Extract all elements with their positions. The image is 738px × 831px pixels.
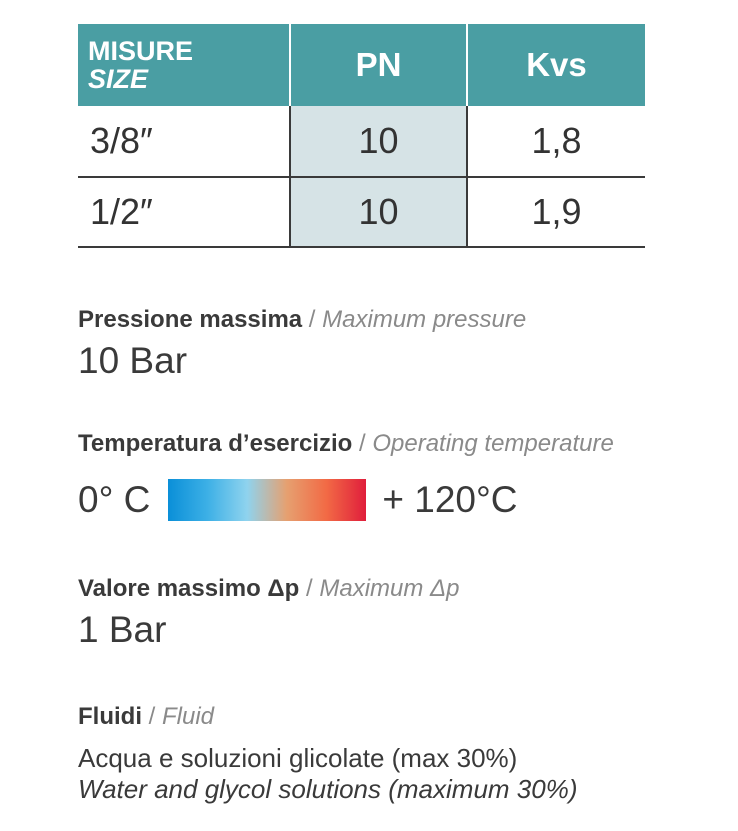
header-pn: PN [290,24,467,106]
temperature-label-en: Operating temperature [372,430,614,457]
table-row [78,106,645,177]
pressure-value: 10 Bar [78,340,188,381]
cell-pn: 10 [290,106,467,177]
table-header-row [78,24,645,106]
delta-p-label-en: Maximum Δp [319,575,460,602]
fluid-value-en: Water and glycol solutions (maximum 30%) [78,774,578,804]
cell-kvs: 1,8 [467,106,645,177]
delta-p-spec [78,575,459,651]
temperature-min: 0° C [78,479,151,520]
specs-table [78,24,645,248]
delta-p-value: 1 Bar [78,609,167,650]
delta-p-label [78,575,459,603]
fluid-label [78,703,577,731]
cell-size: 3/8″ [78,106,290,177]
fluid-label-en: Fluid [162,703,215,730]
cell-pn: 10 [290,177,467,247]
temperature-max: + 120°C [382,479,518,520]
label-separator: / [141,703,162,730]
label-separator: / [352,430,373,457]
delta-p-label-it: Valore massimo Δp [78,575,300,602]
temperature-range [78,478,518,522]
header-size-it: MISURE [88,36,194,66]
pressure-spec [78,306,526,382]
pressure-label [78,306,526,334]
temperature-label-it: Temperatura d’esercizio [78,430,353,457]
pressure-label-it: Pressione massima [78,306,303,333]
header-kvs: Kvs [467,24,645,106]
temperature-spec [78,430,614,458]
header-size [78,24,290,106]
table-row [78,177,645,247]
cell-kvs: 1,9 [467,177,645,247]
temperature-gradient-bar [168,479,366,521]
temperature-label [78,430,614,458]
header-size-en: SIZE [88,64,149,94]
fluid-value [78,743,577,805]
fluid-label-it: Fluidi [78,703,142,730]
pressure-label-en: Maximum pressure [322,306,527,333]
label-separator: / [302,306,323,333]
fluid-spec [78,703,577,805]
cell-size: 1/2″ [78,177,290,247]
fluid-value-it: Acqua e soluzioni glicolate (max 30%) [78,743,518,773]
label-separator: / [299,575,320,602]
